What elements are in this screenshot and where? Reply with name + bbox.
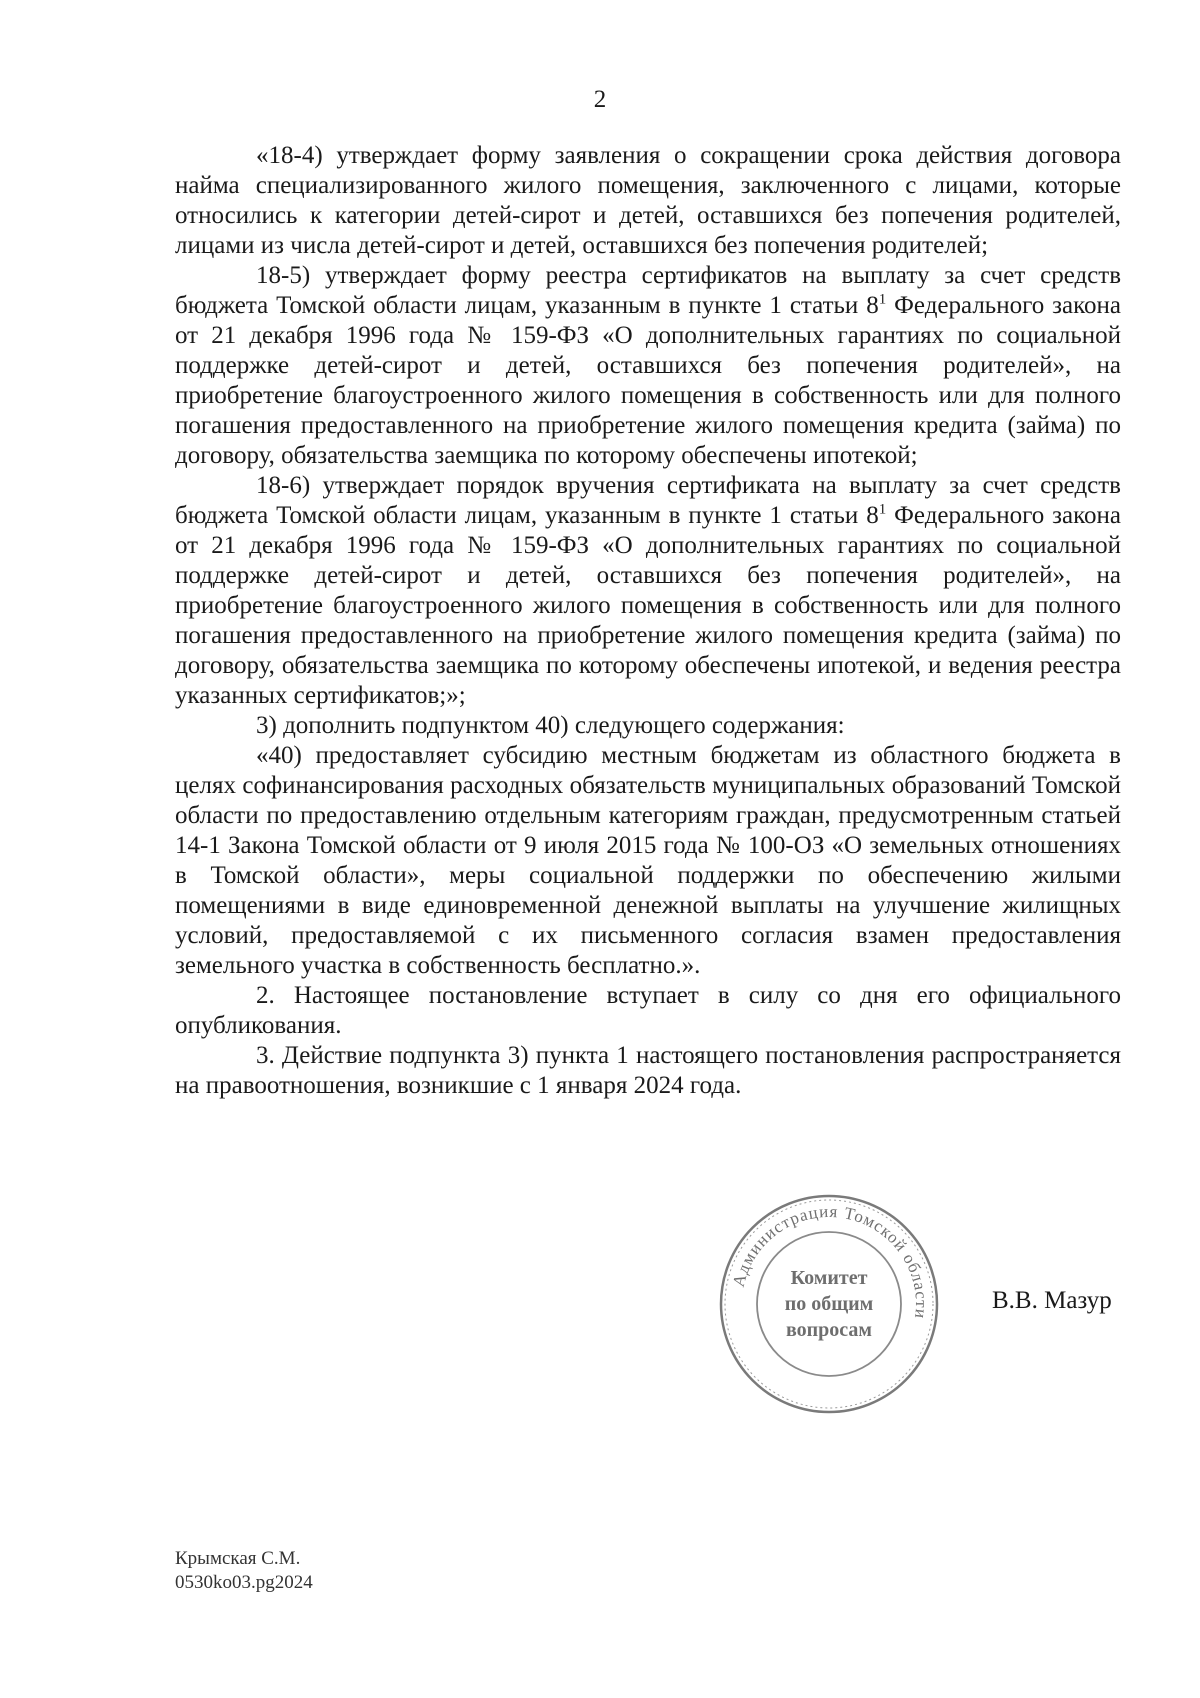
paragraph-18-5-start: 18-5) утверждает форму реестра сертификатов на выплату за счет средств бюджета Томской области лицам, указанным в пункте 1 статьи 8 [175,262,1121,319]
paragraph-clause-2: 2. Настоящее постановление вступает в силу со дня его официального опубликования. [175,982,1121,1039]
document-body [175,141,1121,1101]
paragraph-18-5 [175,261,1121,471]
paragraph-18-6 [175,471,1121,711]
stamp-line-2: по общим [784,1293,874,1315]
footer-author: Крымская С.М. [175,1548,301,1569]
paragraph-item-3: 3) дополнить подпунктом 40) следующего содержания: [256,712,845,739]
paragraph-clause-3: 3. Действие подпункта 3) пункта 1 настоящего постановления распространяется на правоотношения, возникшие с 1 января 2024 года. [175,1042,1121,1099]
stamp-ring-text: Администрация Томской области [728,1201,932,1321]
superscript: 1 [878,501,887,518]
paragraph-18-4: «18-4) утверждает форму заявления о сокращении срока действия договора найма специализированного жилого помещения, заключенного с лицами, которые относились к категории детей-сирот и детей, оставшихся без попечения родителей, лицами из числа детей-сирот и детей, оставшихся без попечения родителей; [175,142,1121,259]
stamp-line-1: Комитет [790,1267,868,1289]
footer-file-id: 0530ko03.pg2024 [175,1572,313,1593]
footer-info [175,1547,313,1595]
page-number: 2 [593,86,607,113]
superscript: 1 [878,291,887,308]
paragraph-18-6-end: Федерального закона от 21 декабря 1996 года № 159-ФЗ «О дополнительных гарантиях по социальной поддержке детей-сирот и детей, оставшихся без попечения родителей», на приобретение благоустроенного жилого помещения в собственность или для полного погашения предоставленного на приобретение жилого помещения кредита (займа) по договору, обязательства заемщика по которому обеспечены ипотекой, и ведения реестра указанных сертификатов;»; [175,502,1121,709]
stamp-line-3: вопросам [785,1319,873,1341]
paragraph-40: «40) предоставляет субсидию местным бюджетам из областного бюджета в целях софинансирования расходных обязательств муниципальных образований Томской области по предоставлению отдельным категориям граждан, предусмотренным статьей 14-1 Закона Томской области от 9 июля 2015 года № 100-ОЗ «О земельных отношениях в Томской области», меры социальной поддержки по обеспечению жилыми помещениями в виде единовременной денежной выплаты на улучшение жилищных условий, предоставляемой с их письменного согласия взамен предоставления земельного участка в собственность бесплатно.». [175,742,1121,979]
paragraph-18-5-end: Федерального закона от 21 декабря 1996 года № 159-ФЗ «О дополнительных гарантиях по социальной поддержке детей-сирот и детей, оставшихся без попечения родителей», на приобретение благоустроенного жилого помещения в собственность или для полного погашения предоставленного на приобретение жилого помещения кредита (займа) по договору, обязательства заемщика по которому обеспечены ипотекой; [175,292,1121,469]
signer-name: В.В. Мазур [992,1287,1112,1314]
paragraph-18-6-start: 18-6) утверждает порядок вручения сертификата на выплату за счет средств бюджета Томской области лицам, указанным в пункте 1 статьи 8 [175,472,1121,529]
official-stamp [718,1193,940,1415]
